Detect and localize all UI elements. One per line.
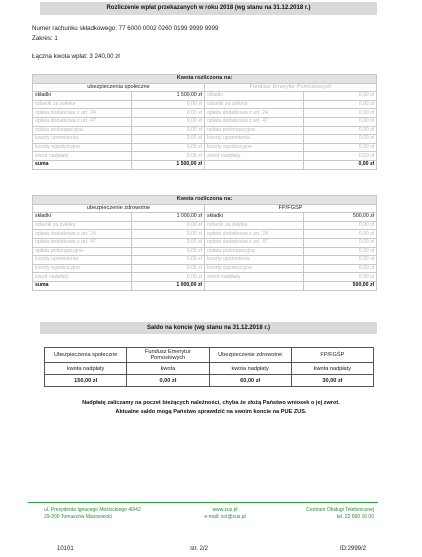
right-item-label: opłata prolongacyjna [205,126,304,135]
left-item-value: 0,00 zł [132,273,205,282]
table-row [33,221,377,230]
right-item-label: składki [205,92,304,101]
note-line-2: Aktualne saldo mogą Państwo sprawdzić na swoim koncie na PUE ZUS. [115,409,307,415]
table-row [33,135,377,144]
footer-address [44,507,141,521]
table-row [33,92,377,101]
left-item-value: 0,00 zł [132,247,205,256]
total-payments: Łączna kwota wpłat: 3 240,00 zł [32,53,120,60]
table-row [33,143,377,152]
saldo-label: kwota nadpłaty [291,363,373,375]
page-number: str. 2/2 [190,546,209,552]
left-item-value: 0,00 zł [132,109,205,118]
left-item-value: 0,00 zł [132,100,205,109]
footer-divider [28,502,378,503]
footer-call-center [268,507,374,521]
left-item-label: opłata dodatkowa z art. 47 [33,117,132,126]
left-item-label: koszty upomnienia [33,135,132,144]
left-item-value: 1 500,00 zł [132,92,205,101]
page-code: 10101 [57,546,74,552]
overpayment-note [30,399,392,417]
right-item-value: 0,00 zł [304,238,377,247]
saldo-title-bar [40,322,377,334]
left-header: ubezpieczenie zdrowotne [33,204,205,213]
email-link[interactable]: e-mail: cot@zus.pl [204,514,246,520]
saldo-value: 150,00 zł [45,375,127,387]
account-number: Numer rachunku składkowego: 77 6000 0002 0260 0199 9999 9999 [32,25,219,32]
call-center-phone: tel. 22 560 16 00 [336,514,374,520]
website-link[interactable]: www.zus.pl [212,507,238,513]
left-item-label: opłata dodatkowa z art. 24 [33,230,132,239]
saldo-title: Saldo na koncie (wg stanu na 31.12.2018 r.) [146,325,271,331]
sum-right-value: 0,00 zł [304,160,377,169]
settlement-table-1 [32,74,377,170]
saldo-table [44,347,374,387]
table-row [33,100,377,109]
table-row [33,264,377,273]
right-item-value: 0,00 zł [304,152,377,161]
address-line-2: 29-200 Tomaszów Mazowiecki [44,514,112,520]
footer-contact [180,507,270,521]
right-item-label: opłata prolongacyjna [205,247,304,256]
left-item-label: opłata dodatkowa z art. 24 [33,109,132,118]
left-item-label: opłata prolongacyjna [33,247,132,256]
saldo-value: 60,00 zł [209,375,291,387]
left-item-label: koszty egzekucyjne [33,264,132,273]
right-item-label: koszty upomnienia [205,135,304,144]
table-row [33,152,377,161]
saldo-col-fpfgsp: FP/FGŚP [291,348,373,363]
table-row [33,117,377,126]
zakres: Zakres: 1 [32,35,58,42]
right-item-value: 0,00 zł [304,109,377,118]
right-item-value: 0,00 zł [304,117,377,126]
table-row [33,109,377,118]
note-line-1: Nadpłatę zaliczamy na poczet bieżących należności, chyba że złożą Państwo wniosek o jej zwrot. [82,400,340,406]
left-item-value: 0,00 zł [132,135,205,144]
right-item-value: 500,00 zł [304,213,377,222]
sum-row [33,281,377,290]
table-row [33,273,377,282]
saldo-col-zdrowotne: Ubezpieczenie zdrowotne [209,348,291,363]
sum-row [33,160,377,169]
left-item-value: 0,00 zł [132,238,205,247]
document-id: ID:2999/2 [340,546,367,552]
table-row [33,256,377,265]
left-item-label: składki [33,92,132,101]
left-item-label: opłata dodatkowa z art. 47 [33,238,132,247]
left-item-value: 0,00 zł [132,230,205,239]
right-item-label: zwrot nadpłaty [205,273,304,282]
table-row [33,230,377,239]
left-item-label: zwrot nadpłaty [33,273,132,282]
right-item-value: 0,00 zł [304,256,377,265]
saldo-label: kwota [127,363,209,375]
right-item-label: koszty egzekucyjne [205,264,304,273]
left-item-value: 0,00 zł [132,117,205,126]
right-item-label: składki [205,213,304,222]
right-item-value: 0,00 zł [304,247,377,256]
right-item-value: 0,00 zł [304,143,377,152]
right-item-label: koszty egzekucyjne [205,143,304,152]
table-row [33,238,377,247]
saldo-label: kwota nadpłaty [45,363,127,375]
left-item-value: 0,00 zł [132,264,205,273]
left-item-value: 0,00 zł [132,126,205,135]
sum-left-value: 1 000,00 zł [132,281,205,290]
right-item-label: opłata dodatkowa z art. 47 [205,117,304,126]
left-item-label: zwrot nadpłaty [33,152,132,161]
left-item-label: koszty upomnienia [33,256,132,265]
saldo-col-fep: Fundusz Emerytur Pomostowych [127,348,209,363]
left-item-value: 1 000,00 zł [132,213,205,222]
right-item-value: 0,00 zł [304,126,377,135]
right-item-value: 0,00 zł [304,221,377,230]
left-header: ubezpieczenia społeczne [33,83,205,92]
right-item-value: 0,00 zł [304,273,377,282]
left-item-label: koszty egzekucyjne [33,143,132,152]
right-item-value: 0,00 zł [304,264,377,273]
right-item-label: koszty upomnienia [205,256,304,265]
right-item-value: 0,00 zł [304,230,377,239]
right-item-label: zwrot nadpłaty [205,152,304,161]
saldo-value: 30,00 zł [291,375,373,387]
right-item-value: 0,00 zł [304,100,377,109]
section-title: Kwota rozliczona na: [33,196,377,205]
document-title-bar [40,2,377,15]
settlement-table-2 [32,195,377,291]
table-row [33,213,377,222]
saldo-col-ubezpieczenia: Ubezpieczenia społeczne [45,348,127,363]
sum-left-value: 1 500,00 zł [132,160,205,169]
right-item-label: opłata dodatkowa z art. 24 [205,230,304,239]
table-row [33,247,377,256]
right-item-label: opłata dodatkowa z art. 47 [205,238,304,247]
right-header: FP/FGŚP [205,204,377,213]
left-item-value: 0,00 zł [132,143,205,152]
right-item-label: odsetki za zwłokę [205,221,304,230]
left-item-label: opłata prolongacyjna [33,126,132,135]
saldo-value: 0,00 zł [127,375,209,387]
section-title: Kwota rozliczona na: [33,75,377,84]
left-item-value: 0,00 zł [132,221,205,230]
left-item-label: odsetki za zwłokę [33,221,132,230]
sum-right-value: 500,00 zł [304,281,377,290]
call-center-name: Centrum Obsługi Telefonicznej [306,507,374,513]
left-item-label: składki [33,213,132,222]
sum-label: suma [33,160,132,169]
address-line-1: ul. Prezydenta Ignacego Mościckiego 40/42 [44,507,141,513]
right-header: Fundusz Emerytur Pomostowych [205,83,377,92]
right-item-value: 0,00 zł [304,135,377,144]
right-item-label: opłata dodatkowa z art. 24 [205,109,304,118]
saldo-label: kwota nadpłaty [209,363,291,375]
document-title: Rozliczenie wpłat przekazanych w roku 2018 (wg stanu na 31.12.2018 r.) [106,5,311,11]
table-row [33,126,377,135]
right-item-value: 0,00 zł [304,92,377,101]
left-item-label: odsetki za zwłokę [33,100,132,109]
left-item-value: 0,00 zł [132,152,205,161]
sum-label: suma [33,281,132,290]
right-item-label: odsetki za zwłokę [205,100,304,109]
left-item-value: 0,00 zł [132,256,205,265]
